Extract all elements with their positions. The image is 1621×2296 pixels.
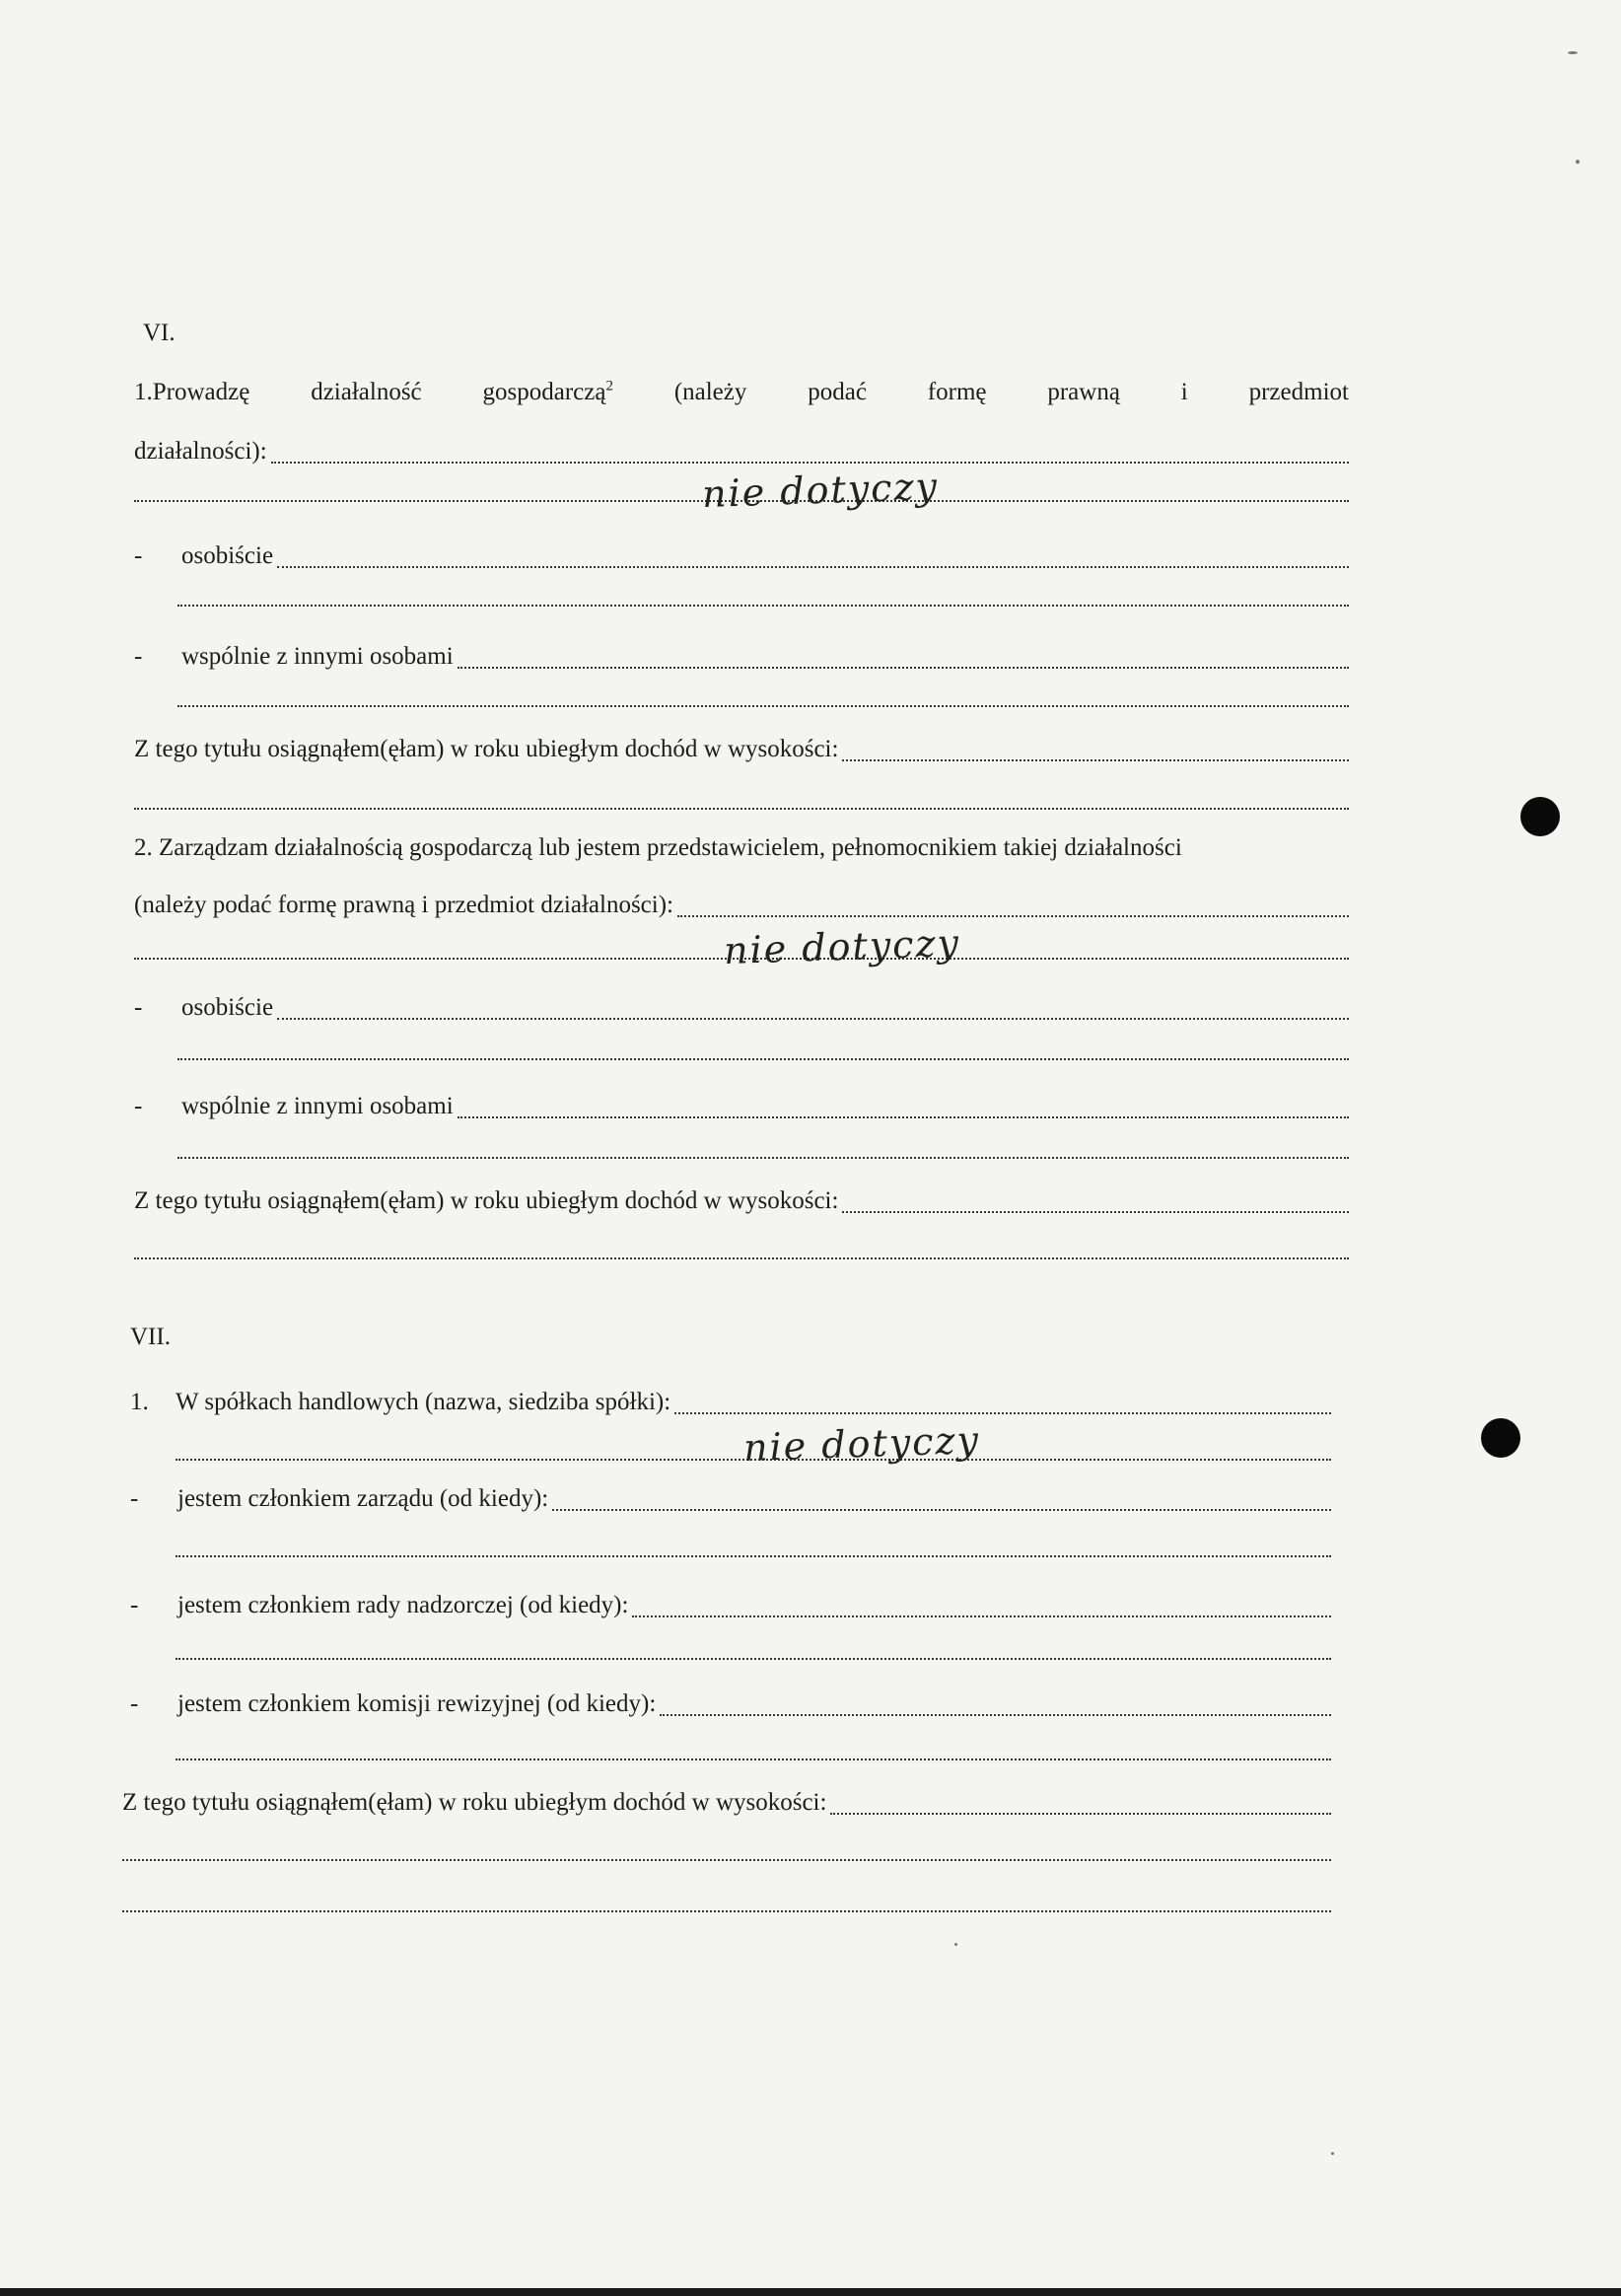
punch-hole <box>1481 1418 1520 1458</box>
dash: - <box>134 994 143 1021</box>
fill-line <box>677 914 1349 917</box>
vi-item2-income <box>134 1185 1349 1219</box>
income-label: Z tego tytułu osiągnąłem(ęłam) w roku ubiegłym dochód w wysokości: <box>122 1789 827 1816</box>
fill-line <box>271 461 1349 464</box>
footnote-marker: 2 <box>605 378 613 395</box>
fill-line <box>177 704 1349 707</box>
fill-line <box>458 1115 1349 1118</box>
word: formę <box>927 379 987 405</box>
vi-item1-continuation: działalności): <box>134 438 267 465</box>
dash: - <box>130 1592 139 1618</box>
fill-line <box>134 807 1349 810</box>
section-vi-heading: VI. <box>143 320 176 346</box>
vii-item1 <box>130 1387 1331 1420</box>
handwritten-answer: nie dotyczy <box>701 464 940 517</box>
supervisory-label: jestem członkiem rady nadzorczej (od kiedy): <box>177 1592 629 1618</box>
item-number: 1. <box>130 1389 149 1415</box>
dash: - <box>134 643 143 670</box>
vi-item2-line2 <box>134 890 1349 923</box>
fill-line <box>176 1657 1331 1660</box>
scan-speck <box>954 1943 957 1946</box>
word: 1.Prowadzę <box>134 379 250 405</box>
word: podać <box>808 379 867 405</box>
word: prawną <box>1047 379 1120 405</box>
joint-label: wspólnie z innymi osobami <box>181 643 454 670</box>
word <box>483 377 613 408</box>
dash: - <box>134 1093 143 1119</box>
fill-line <box>277 1017 1349 1020</box>
word: (należy <box>673 379 747 405</box>
fill-line <box>277 565 1349 568</box>
companies-label: W spółkach handlowych (nazwa, siedziba spółki): <box>176 1389 671 1415</box>
word-text: gospodarczą <box>482 379 606 405</box>
income-label: Z tego tytułu osiągnąłem(ęłam) w roku ubiegłym dochód w wysokości: <box>134 736 839 762</box>
fill-line <box>134 1256 1349 1259</box>
fill-line <box>177 604 1349 607</box>
vi-item1-line1 <box>134 377 1349 410</box>
vi-item2-text: 2. Zarządzam działalnością gospodarczą lub jestem przedstawicielem, pełnomocnikiem takiej działalności <box>134 834 1182 861</box>
vii-supervisory <box>130 1590 1331 1623</box>
fill-line <box>674 1411 1331 1414</box>
dash: - <box>130 1690 139 1717</box>
vi-item1-line2 <box>134 436 1349 469</box>
fill-line <box>458 666 1349 669</box>
income-label: Z tego tytułu osiągnąłem(ęłam) w roku ubiegłym dochód w wysokości: <box>134 1187 839 1214</box>
fill-line <box>176 1554 1331 1557</box>
section-vii-heading: VII. <box>130 1324 171 1350</box>
vi-item1-words <box>134 377 1349 408</box>
fill-line <box>122 1909 1331 1912</box>
vi-item2-personal <box>134 992 1349 1026</box>
dash: - <box>134 542 143 569</box>
personal-label: osobiście <box>181 542 274 569</box>
vi-item2-joint <box>134 1091 1349 1124</box>
fill-line <box>842 758 1349 761</box>
scan-bottom-edge <box>0 2288 1621 2296</box>
board-label: jestem członkiem zarządu (od kiedy): <box>177 1485 549 1512</box>
handwritten-answer: nie dotyczy <box>723 920 961 973</box>
audit-label: jestem członkiem komisji rewizyjnej (od kiedy): <box>177 1690 657 1717</box>
scan-speck <box>1568 51 1578 54</box>
scan-speck <box>1576 160 1580 164</box>
vii-audit <box>130 1688 1331 1722</box>
fill-line <box>552 1508 1331 1511</box>
fill-line <box>632 1614 1331 1617</box>
word: działalność <box>311 379 422 405</box>
punch-hole <box>1520 797 1560 836</box>
handwritten-answer: nie dotyczy <box>742 1417 981 1471</box>
word: przedmiot <box>1248 379 1349 405</box>
word: i <box>1180 379 1188 405</box>
scan-speck <box>1331 2152 1334 2155</box>
joint-label: wspólnie z innymi osobami <box>181 1093 454 1119</box>
vi-item1-personal <box>134 540 1349 574</box>
fill-line <box>177 1057 1349 1060</box>
vi-item1-income <box>134 734 1349 767</box>
fill-line <box>830 1812 1331 1815</box>
fill-line <box>122 1858 1331 1861</box>
personal-label: osobiście <box>181 994 274 1021</box>
vi-item2-continuation: (należy podać formę prawną i przedmiot działalności): <box>134 892 673 918</box>
dash: - <box>130 1485 139 1512</box>
vi-item2-line1 <box>134 832 1349 866</box>
vi-item1-joint <box>134 641 1349 675</box>
vii-board <box>130 1483 1331 1517</box>
fill-line <box>842 1210 1349 1213</box>
vii-income <box>122 1787 1331 1821</box>
fill-line <box>176 1758 1331 1760</box>
fill-line <box>177 1156 1349 1159</box>
fill-line <box>660 1713 1331 1716</box>
